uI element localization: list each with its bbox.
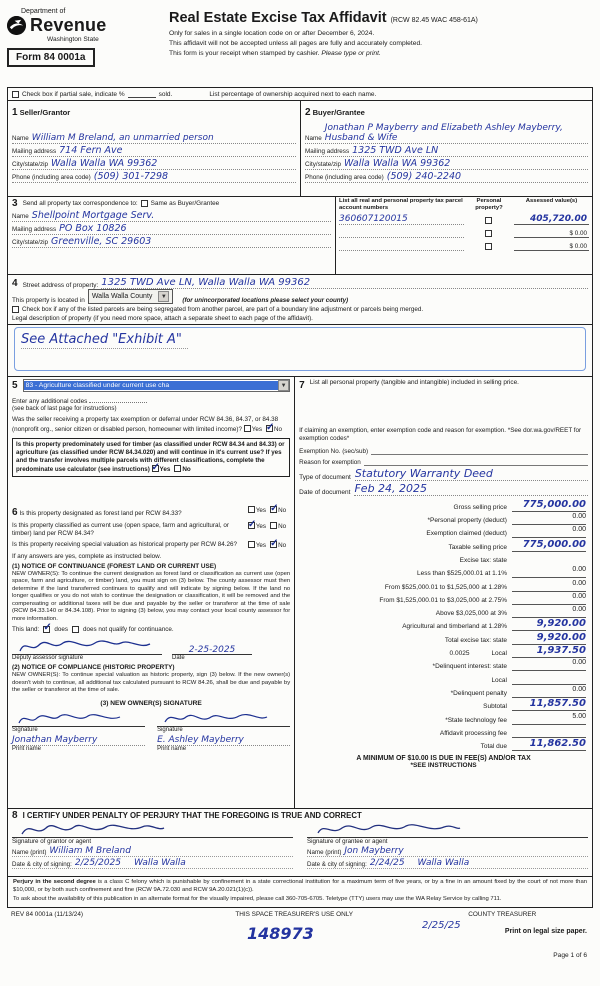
tax-line-total-due: Total due 11,862.50 [480,738,586,751]
agency-name: Revenue [30,15,107,35]
agency-state: Washington State [47,36,99,43]
dept-line: Department of [21,8,66,15]
grantor-date-label: Date & city of signing: [12,861,72,868]
minimum-due-note: A MINIMUM OF $10.00 IS DUE IN FEE(S) AND/OR TAX [356,755,531,763]
new-owners-signature-title: (3) NEW OWNER(S) SIGNATURE [100,699,202,707]
see-instructions-note: *SEE INSTRUCTIONS [410,762,477,770]
taxable-selling-price-value[interactable]: 775,000.00 [512,539,586,552]
rcw-reference: (RCW 82.45 WAC 458-61A) [390,17,478,24]
deputy-date-label: Date [172,655,185,662]
predominate-yes-checkbox[interactable] [152,465,159,472]
gross-selling-price-value[interactable]: 775,000.00 [512,499,586,512]
chevron-down-icon[interactable] [158,291,169,302]
buyer-city-field[interactable]: Walla Walla WA 99362 [344,158,451,170]
chevron-down-icon[interactable] [278,380,289,391]
owner1-print-label: Print name [12,745,42,752]
seller-name-field[interactable]: William M Breland, an unmarried person [31,132,214,143]
seller-mailing-field[interactable]: 714 Fern Ave [59,145,123,157]
personal-property-checkbox-2[interactable] [485,230,492,237]
grantor-name-label: Name (print) [12,849,47,856]
tax-line-tier2: From $525,000.01 to $1,525,000 at 1.28% 0.00 [384,579,586,591]
personal-property-header: Personal property? [475,198,503,211]
owner2-signature[interactable] [157,711,290,727]
correspondence-mailing-field[interactable]: PO Box 10826 [59,223,127,235]
notice-continuance-title: (1) NOTICE OF CONTINUANCE (FOREST LAND OR CURRENT USE) [12,562,217,570]
grantor-name-field[interactable]: William M Breland [49,846,131,856]
partial-sale-percent-field[interactable] [128,90,156,98]
parcel-number-field-2[interactable] [339,237,464,238]
treasurer-stamp-area [7,918,593,952]
grantee-city-field[interactable]: Walla Walla [417,858,470,868]
forest-yes-checkbox[interactable] [248,506,255,513]
grantee-name-label: Name (print) [307,849,342,856]
segregated-checkbox[interactable] [12,306,19,313]
personal-property-list-field[interactable] [299,393,588,425]
parcel-row-3 [339,238,589,251]
partial-sale-row [8,88,592,101]
excise-tax-table [299,499,588,752]
form-number: Form 84 0001a [7,48,95,67]
use-code-selected-value: 83 - Agriculture classified under current use cha [24,381,279,390]
if-yes-note: If any answers are yes, complete as instructed below. [12,552,162,560]
exemption-no-field[interactable] [371,447,588,455]
tax-line-delinquent-interest-local: Local [299,671,588,684]
tax-line-gross-selling-price: Gross selling price 775,000.00 [453,498,586,511]
exemption-no-label: Exemption No. (sec/sub) [299,447,369,455]
segregated-label: Check box if any of the listed parcels are being segregated from another parcel, are part of a boundary line adjustment or parcels being merged. [22,306,424,313]
assessed-value-header: Assessed value(s) [525,198,578,204]
footer-row [7,908,593,918]
seller-city-field[interactable]: Walla Walla WA 99362 [51,158,158,170]
personal-property-deduct-value[interactable]: 0.00 [512,513,586,525]
date-of-document-label: Date of document [299,488,351,496]
county-treasurer-label: COUNTY TREASURER [468,911,537,919]
tax-line-exemption-claimed: Exemption claimed (deduct) 0.00 [426,526,586,538]
page-title: Real Estate Excise Tax Affidavit [169,10,387,26]
legal-description-label: Legal description of property (if you need more space, attach a separate sheet to each page of the affidavit). [12,315,313,322]
owner2-signature-label: Signature [157,726,183,733]
total-due-value[interactable]: 11,862.50 [512,738,586,751]
personal-property-list-label: List all personal property (tangible and intangible) included in selling price. [309,379,519,386]
partial-sale-label: Check box if partial sale, indicate % [22,90,125,98]
grantee-signature-label: Signature of grantee or agent [307,838,388,845]
tier2-value[interactable]: 0.00 [512,580,586,592]
grantee-date-label: Date & city of signing: [307,861,367,868]
section-seller: 1 Seller/Grantor Name William M Breland, an unmarried person Mailing address 714 Fern Ave City/state/zip Walla Walla WA 99362 Phone (including area code) (509) 301-7298 [8,101,300,196]
reason-exemption-field[interactable] [364,458,588,466]
assessed-value-field-3[interactable]: $ 0.00 [514,243,589,251]
buyer-phone-field[interactable]: (509) 240-2240 [386,171,462,183]
tax-line-tier1: Less than $525,000.01 at 1.1% 0.00 [416,566,586,578]
owner2-print-label: Print name [157,745,187,752]
section-tax-correspondence: 3 Send all property tax correspondence to: Same as Buyer/Grantee Name Shellpoint Mortgage Serv. Mailing address PO Box 10826 City/state/zip Greenville, SC 29603 [8,197,335,274]
delinquent-penalty-value[interactable]: 0.00 [512,686,586,698]
legal-description-box [8,325,592,377]
tax-line-taxable-selling-price: Taxable selling price 775,000.00 [448,538,586,551]
same-as-buyer-label: Same as Buyer/Grantee [150,200,220,207]
perjury-body: is a class C felony which is punishable by confinement in a state correctional institution for a maximum term of five years, or by a fine in an amount fixed by the court of not more than $10,000, or by both such confinement and fine (RCW 9A.72.030 and RCW 9A.20.021(1)(c)). [13,879,587,893]
deputy-assessor-signature[interactable] [12,639,162,655]
notice-compliance-title: (2) NOTICE OF COMPLIANCE (HISTORIC PROPERTY) [12,664,175,672]
alternate-format-note: To ask about the availability of this publication in an alternate format for the visually impaired, please call 360-705-6705. Teletype (TTY) users may use the WA Relay Service by calling 711. [13,896,502,903]
additional-codes-label: Enter any additional codes [12,398,88,405]
section-property-location: 4 Street address of property: 1325 TWD Ave LN, Walla Walla WA 99362 This property is located in Walla Walla County ▼ (for unincorporated locations please select your county) Check box if any of the listed parcels are being segregated from another parcel, are part of a boundary line adjustment or parcels being merged. Legal description of property (if you need more space, attach a separate sheet to each page of the affidavit). [8,275,592,325]
revenue-logo-icon [7,16,26,35]
grantor-date-field[interactable]: 2/25/2025 [74,858,121,868]
current-use-no-checkbox[interactable] [270,522,277,529]
tax-line-local: 0.0025 Local 1,937.50 [449,645,586,658]
county-select[interactable]: Walla Walla County ▼ [88,289,174,304]
tax-line-affidavit-processing-fee: Affidavit processing fee [299,725,588,738]
parcel-number-field[interactable]: 360607120015 [339,214,464,225]
agency-block [7,5,159,85]
section-certify: 8 I CERTIFY UNDER PENALTY OF PERJURY THAT THE FOREGOING IS TRUE AND CORRECT Signature of grantor or agent Name (print) William M Breland Date & city of signing: 2/25/2025 Walla Walla Signature of grantee or agent Name (print) Jon Mayberry Date & city of signing: 2/24/25 Walla Walla [8,809,592,877]
delinquent-interest-state-value[interactable]: 0.00 [512,659,586,671]
notice-compliance-body: NEW OWNER(S): To continue special valuation as historic property, sign (3) below. If the new owner(s) doesn't wish to continue, all additional tax calculated pursuant to RCW 84.26, shall be due and payable by the seller or transferor at the time of sale. [12,672,291,694]
grantee-name-field[interactable]: Jon Mayberry [344,846,404,856]
certify-statement: I CERTIFY UNDER PENALTY OF PERJURY THAT THE FOREGOING IS TRUE AND CORRECT [22,811,362,820]
tax-line-state-technology-fee: *State technology fee 5.00 [445,712,586,724]
parcel-number-field-3[interactable] [339,250,464,251]
buyer-name-field[interactable]: Jonathan P Mayberry and Elizabeth Ashley Mayberry, Husband & Wife [324,123,563,143]
delinquent-interest-local-value[interactable] [512,673,586,685]
additional-codes-field[interactable] [89,395,147,403]
street-address-field[interactable]: 1325 TWD Ave LN, Walla Walla WA 99362 [101,277,311,288]
grantee-signature[interactable] [307,823,588,838]
buyer-title: Buyer/Grantee [312,108,365,117]
predominate-use-question: Is this property predominately used for timber (as classified under RCW 84.34 and 84.33) or agriculture (as classified under RCW 84.34.020) and will continue in it's current use? If yes and the transfer involves multiple parcels with different classifications, complete the predominate use calculator (see instructions) ✓ Yes No [12,438,290,477]
personal-property-checkbox-3[interactable] [485,243,492,250]
parcel-row-1 [339,212,589,225]
owner1-signature-label: Signature [12,726,38,733]
partial-sale-sold-label: sold. [158,90,173,98]
seller-title: Seller/Grantor [19,108,71,117]
section-use-code: 5 83 - Agriculture classified under current use cha ▼ Enter any additional codes (see back of last page for instructions) Was the seller receiving a property tax exemption or deferral under RCW 84.36, 84.37, or 84.38 (nonprofit org., senior citizen or disabled person, homeowner with limited income)? Yes ✓ No Is this property predominately used for timber (as classified under RCW 84.34 and 84.33) or agriculture (as classified under RCW 84.34.020) and will continue in it's current use? If yes and the transfer involves multiple parcels with different classifications, complete the predominate use calculator (see instructions) ✓ Yes No [12,379,290,503]
exemption-yes-checkbox[interactable] [244,425,251,432]
county-note: (for unincorporated locations please select your county) [182,297,349,304]
perjury-lead: Perjury in the second degree [13,879,96,885]
tax-line-total-excise-state: Total excise tax: state 9,920.00 [444,631,586,644]
state-technology-fee-value[interactable]: 5.00 [512,713,586,725]
notice-continuance-body: NEW OWNER(S): To continue the current designation as forest land or classification as current use (open space, farm and agriculture, or timber) land, you must sign on (3) below. The county assessor must then determine if the land transferred continues to qualify and will indicate by signing below. If the land no longer qualifies or you do not wish to continue the designation or classification, it will be removed and the compensating or additional taxes will be due and payable by the seller or transferor at the time of sale (RCW 84.33.140 or 84.34.108). Prior to signing (3) below, you may contact your local county assessor for more information. [12,570,291,622]
parcel-row-2 [339,225,589,238]
owner1-signature[interactable] [12,711,145,727]
affidavit-processing-fee-value[interactable] [512,726,586,738]
correspondence-city-field[interactable]: Greenville, SC 29603 [51,236,152,248]
personal-property-checkbox-1[interactable] [485,217,492,224]
historic-yes-checkbox[interactable] [248,541,255,548]
grantor-city-field[interactable]: Walla Walla [134,858,186,868]
treasurer-stamp-number: 148973 [247,924,314,944]
parcel-table [335,197,592,274]
total-excise-state-value[interactable]: 9,920.00 [512,632,586,645]
predominate-no-checkbox[interactable] [174,465,181,472]
located-in-label: This property is located in [12,297,85,304]
form-header [7,5,593,85]
grantee-date-field[interactable]: 2/24/25 [369,858,405,868]
assessed-value-field-2[interactable]: $ 0.00 [514,230,589,238]
tax-line-subtotal: Subtotal 11,857.50 [483,698,586,711]
additional-codes-note: (see back of last page for instructions) [12,405,117,412]
title-block [169,5,593,85]
tax-line-excise-tax-state-header: Excise tax: state [459,556,507,564]
correspondence-intro: Send all property tax correspondence to: [22,200,138,207]
this-land-label: This land: [12,626,40,634]
partial-sale-checkbox[interactable] [12,91,19,98]
historic-no-checkbox[interactable] [270,541,277,548]
tier4-value[interactable]: 0.00 [512,606,586,618]
correspondence-name-field[interactable]: Shellpoint Mortgage Serv. [31,210,155,222]
street-address-label: Street address of property: [22,282,99,289]
header-note-1: Only for sales in a single location code on or after December 6, 2024. [169,30,375,37]
type-of-document-field[interactable]: Statutory Warranty Deed [354,466,493,480]
treasurer-space-label: THIS SPACE TREASURER'S USE ONLY [235,911,354,919]
buyer-mailing-field[interactable]: 1325 TWD Ave LN [352,145,439,157]
tax-line-delinquent-penalty: *Delinquent penalty 0.00 [450,685,586,697]
does-qualify-checkbox[interactable] [43,626,50,633]
same-as-buyer-checkbox[interactable] [141,200,148,207]
exemption-claimed-value[interactable]: 0.00 [512,526,586,538]
treasurer-stamp-date: 2/25/25 [422,920,461,932]
deputy-signature-label: Deputy assessor signature [12,655,84,662]
rev-number: REV 84 0001a (11/13/24) [11,911,84,919]
section-buyer: 2 Buyer/Grantee Name Jonathan P Mayberry and Elizabeth Ashley Mayberry, Husband & Wife Mailing address 1325 TWD Ave LN City/state/zip Walla Walla WA 99362 Phone (including area code) (509) 240-2240 [300,101,592,196]
ownership-percent-label: List percentage of ownership acquired next to each name. [209,90,377,98]
header-note-3: This form is your receipt when stamped by cashier. Please type or print. [169,50,381,58]
grantor-signature[interactable] [12,823,293,838]
legal-description-field[interactable]: See Attached "Exhibit A" [14,327,586,371]
use-code-select[interactable] [23,379,291,392]
local-tax-value[interactable]: 1,937.50 [512,645,586,658]
section-selling-price: 7 List all personal property (tangible and intangible) included in selling price. If claiming an exemption, enter exemption code and reason for exemption. *See dor.wa.gov/REET for exemption codes* Exemption No. (sec/sub) Reason for exemption Type of document Statutory Warranty Deed Date of document Feb 24, 2025 Gross selling price 775,000.00 *Personal property (deduct) 0.00 Exemption claimed (deduct) 0.00 Taxable selling price 775,000.00 Excise tax: state Less than $525,000.01 at 1.1% 0.00 From $525,000.01 to $1,525,000 at 1.28% 0.00 From $1,525,000.01 to $3,025,000 at 2.75% 0.00 Above $3,025,000 at 3% 0.00 Agricultural and timberland at 1.28% 9,920.00 Total excise tax: state 9,920.00 0.0025 Local 1,937.50 *Delinquent interest: state 0.00 Local *Delinquent penalty 0.00 Subtotal 11,857.50 *State technology fee 5.00 Affidavit processing fee Total due 11,862.50 A MINIMUM OF $10.00 IS DUE IN FEE(S) AND/OR TAX *SEE INSTRUCTIONS [294,377,592,808]
date-of-document-field[interactable]: Feb 24, 2025 [354,481,428,495]
seller-phone-field[interactable]: (509) 301-7298 [93,171,169,183]
exemption-intro: If claiming an exemption, enter exemption code and reason for exemption. *See dor.wa.gov/REET for exemption codes* [299,426,582,442]
tax-line-delinquent-interest-state: *Delinquent interest: state 0.00 [432,659,586,671]
reason-exemption-label: Reason for exemption [299,458,361,466]
parcel-numbers-header: List all real and personal property tax parcel account numbers [339,198,463,211]
print-size-note: Print on legal size paper. [504,928,587,936]
tax-line-personal-property-deduct: *Personal property (deduct) 0.00 [427,513,586,525]
header-note-2: This affidavit will not be accepted unless all pages are fully and accurately completed. [169,40,423,48]
subtotal-value[interactable]: 11,857.50 [512,698,586,711]
tax-line-tier4: Above $3,025,000 at 3% 0.00 [435,606,586,618]
tax-line-agricultural: Agricultural and timberland at 1.28% 9,920.00 [402,618,586,631]
assessed-value-field-1[interactable]: 405,720.00 [514,214,589,225]
deputy-date-field[interactable]: 2-25-2025 [172,639,252,655]
agricultural-timberland-value[interactable]: 9,920.00 [512,618,586,631]
does-not-qualify-checkbox[interactable] [72,626,79,633]
perjury-notice [8,877,592,907]
owner2-print-name-field[interactable]: E. Ashley Mayberry [157,733,290,746]
type-of-document-label: Type of document [299,473,351,481]
tax-line-tier3: From $1,525,000.01 to $3,025,000 at 2.75% 0.00 [379,592,586,604]
exemption-no-checkbox[interactable] [266,425,273,432]
tier3-value[interactable]: 0.00 [512,593,586,605]
tier1-value[interactable]: 0.00 [512,566,586,578]
exemption-deferral-question: Was the seller receiving a property tax exemption or deferral under RCW 84.36, 84.37, or 84.38 (nonprofit org., senior citizen or disabled person, homeowner with limited income)? Yes ✓ No [12,416,290,434]
local-rate: 0.0025 [449,650,470,658]
current-use-yes-checkbox[interactable] [248,522,255,529]
page-number: Page 1 of 6 [553,952,587,960]
section-land-designation: 6 Is this property designated as forest land per RCW 84.33? Yes ✓ No Is this property classified as current use (open space, farm and agricultural, or timber) land per RCW 84.34? ✓Yes No Is this property receiving special valuation as historical property per RCW 84.26? Yes ✓ No If any answers are yes, complete as instructed below. (1) NOTICE OF CONTINUANCE (FOREST LAND OR CURRENT USE) NEW OWNER(S): To continue the current designation as forest land or classification as current use (open space, farm and agriculture, or timber) land, you must sign on (3) below. The county assessor must then determine if the land transferred continues to qualify and will indicate by signing below. If the land no longer qualifies or you do not wish to continue the designation or classification, it will be removed and the compensating or additional taxes will be due and payable by the seller or transferor at the time of sale (RCW 84.33.140 or 84.34.108). Prior to signing (3) below, you may contact your local county assessor for more information. This land: ✓ does does not qualify for continuance. 2-25-2025 Deputy assessor signature Date (2) NOTICE OF COMPLIANCE (HISTORIC PROPERTY) NEW OWNER(S): To continue special valuation as historic property, sign (3) below. If the new owner(s) doesn't wish to continue, all additional tax calculated pursuant to RCW 84.26, shall be due and payable by the seller or transferor at the time of sale. (3) NEW OWNER(S) SIGNATURE Signature Jonathan Mayberry Print name Signature E. Ashley Mayberry Print name [12,506,290,752]
grantor-signature-label: Signature of grantor or agent [12,838,92,845]
owner1-print-name-field[interactable]: Jonathan Mayberry [12,733,145,746]
forest-no-checkbox[interactable] [270,506,277,513]
